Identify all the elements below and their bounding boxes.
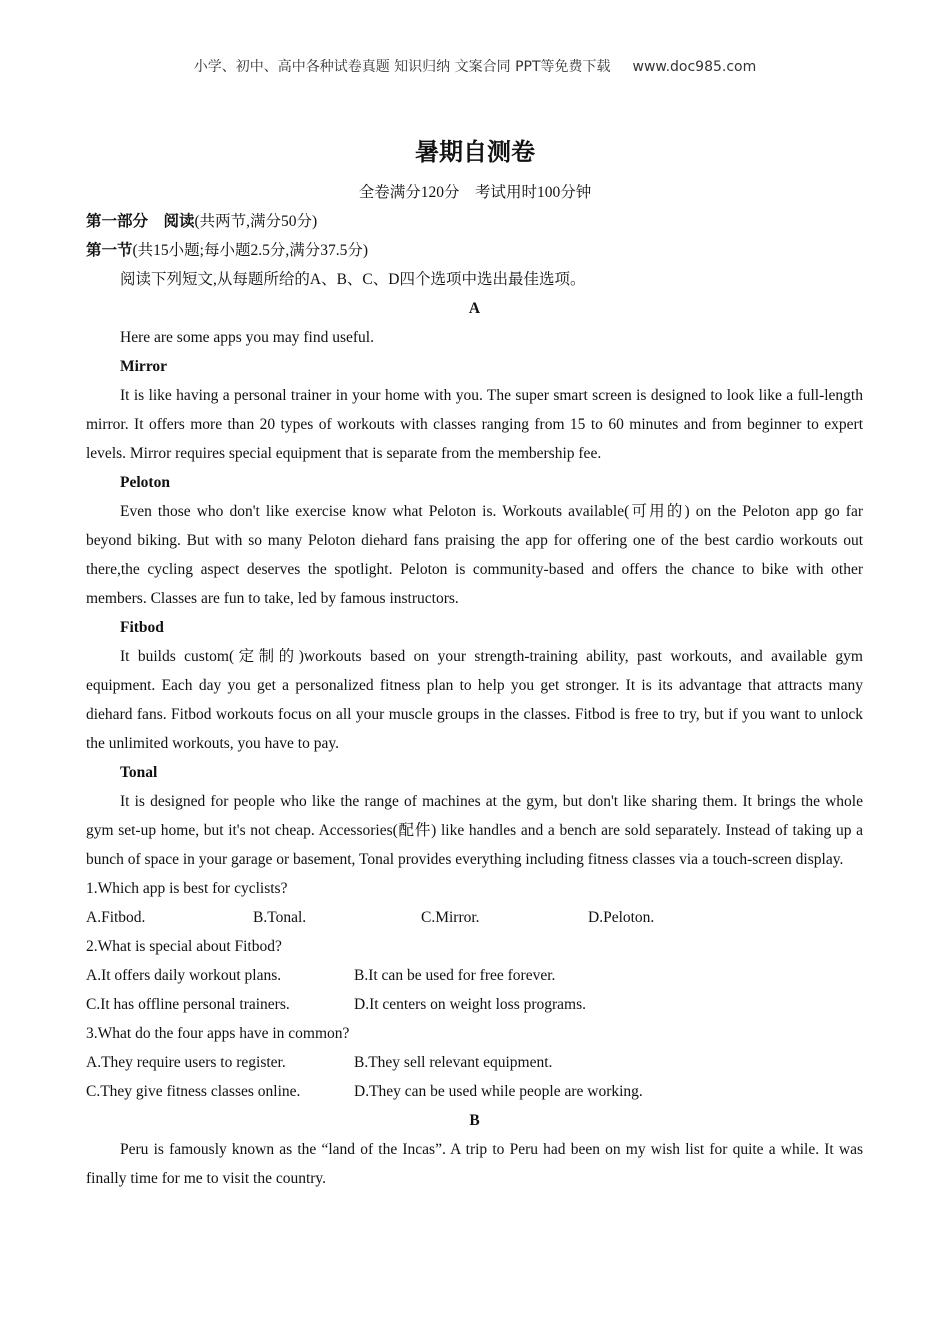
passage-b-text: Peru is famously known as the “land of the Incas”. A trip to Peru had been on my wish list for quite a while. It was finally time for me to visit the country. [86,1141,863,1187]
question-3-option-d: D.They can be used while people are working. [354,1083,643,1100]
question-2-option-a: A.It offers daily workout plans. [86,967,282,984]
section1-instruction: 阅读下列短文,从每题所给的A、B、C、D四个选项中选出最佳选项。 [120,271,586,288]
app-text-mirror: It is like having a personal trainer in your home with you. The super smart screen is designed to look like a full-length mirror. It offers more than 20 types of workouts with classes ranging from 15 to 60 minutes and from beginner to expert levels. Mirror requires special equipment that is separate from the membership fee. [86,387,863,462]
app-text-peloton: Even those who don't like exercise know what Peloton is. Workouts available(可用的) on the Peloton app go far beyond biking. But with so many Peloton diehard fans praising the app for offering one of the best cardio workouts out there,the cycling aspect deserves the spotlight. Peloton is community-based and offers the chance to bike with other members. Classes are fun to take, led by famous instructors. [86,503,863,607]
question-3-stem: 3.What do the four apps have in common? [86,1025,350,1042]
app-name-peloton: Peloton [120,474,170,491]
passage-a-label: A [468,300,481,317]
exam-subtitle: 全卷满分120分 考试用时100分钟 [358,184,592,201]
part1-heading: 第一部分 阅读(共两节,满分50分) [86,212,318,230]
question-1-stem: 1.Which app is best for cyclists? [86,880,288,897]
question-2-option-d: D.It centers on weight loss programs. [354,996,587,1013]
banner-text: 小学、初中、高中各种试卷真题 知识归纳 文案合同 PPT等免费下载 [193,59,611,75]
section1-heading: 第一节(共15小题;每小题2.5分,满分37.5分) [86,241,369,259]
app-text-tonal: It is designed for people who like the range of machines at the gym, but don't like sharing them. It brings the whole gym set-up home, but it's not cheap. Accessories(配件) like handles and a bench are sold separately. Instead of taking up a bunch of space in your garage or basement, Tonal provides everything including fitness classes via a touch-screen display. [86,793,863,868]
question-2-stem: 2.What is special about Fitbod? [86,938,282,955]
question-1-option-d: D.Peloton. [588,909,655,926]
question-2-options-row2 [86,990,863,1019]
question-2-option-c: C.It has offline personal trainers. [86,996,290,1013]
question-3-options-row2 [86,1077,863,1106]
site-banner [0,56,950,76]
question-2-options-row1 [86,961,863,990]
passage-a-intro: Here are some apps you may find useful. [120,329,374,346]
question-3-option-c: C.They give fitness classes online. [86,1083,301,1100]
app-name-mirror: Mirror [120,358,168,375]
question-1-option-b: B.Tonal. [253,909,307,926]
exam-title: 暑期自测卷 [415,138,535,166]
app-name-fitbod: Fitbod [120,619,164,636]
question-3-options-row1 [86,1048,863,1077]
question-2-option-b: B.It can be used for free forever. [354,967,556,984]
exam-content [86,207,863,1193]
app-text-fitbod: It builds custom(定制的)workouts based on your strength-training ability, past workouts, and available gym equipment. Each day you get a personalized fitness plan to help you get stronger. It is its advantage that attracts many diehard fans. Fitbod workouts focus on all your muscle groups in the classes. Fitbod is free to try, but if you want to unlock the unlimited workouts, you have to pay. [86,648,863,752]
question-1-option-a: A.Fitbod. [86,909,146,926]
question-1-options [86,903,863,932]
banner-url[interactable]: www.doc985.com [632,59,757,75]
app-name-tonal: Tonal [120,764,158,781]
question-1-option-c: C.Mirror. [421,909,480,926]
passage-b-label: B [469,1112,480,1129]
question-3-option-a: A.They require users to register. [86,1054,286,1071]
question-3-option-b: B.They sell relevant equipment. [354,1054,553,1071]
